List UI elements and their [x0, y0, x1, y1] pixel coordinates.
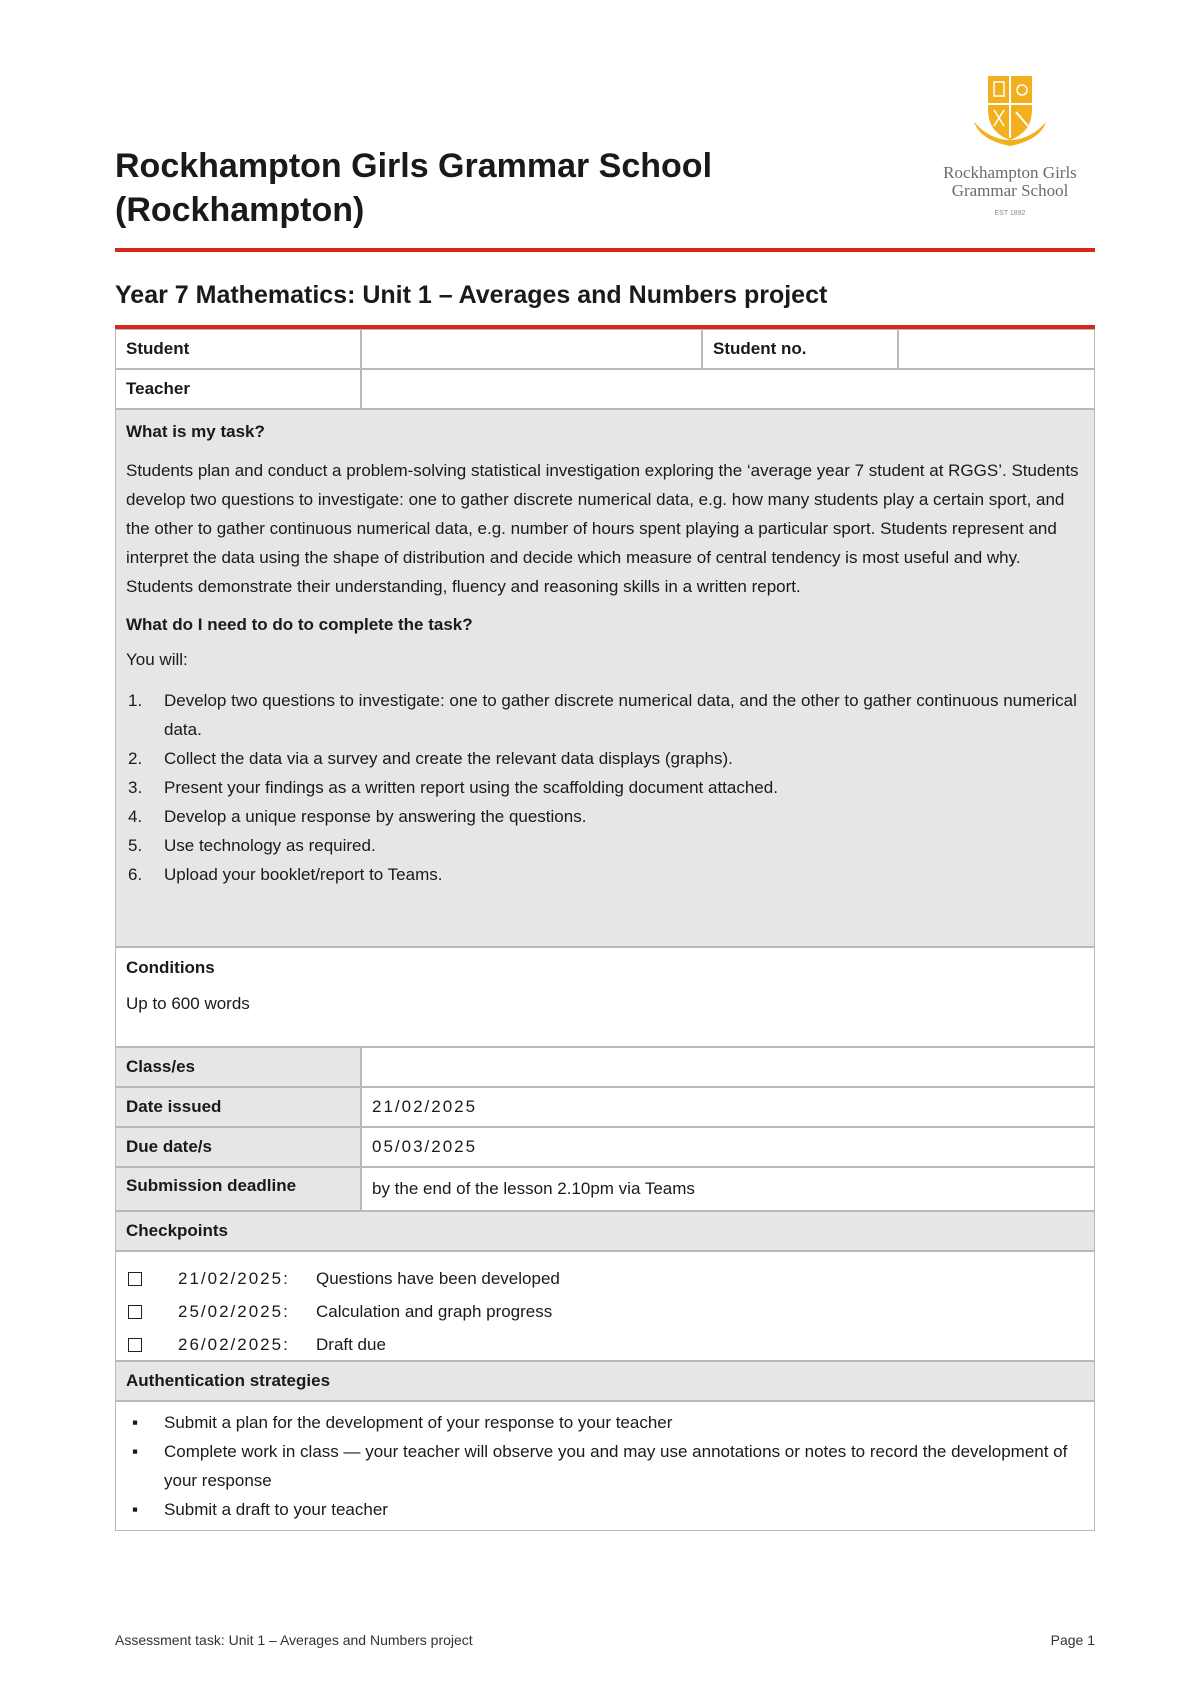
checkpoint-date: 26/02/2025: — [178, 1335, 290, 1354]
authentication-list — [115, 1401, 1095, 1531]
list-item — [126, 831, 1084, 860]
checkpoint-text: Draft due — [316, 1335, 386, 1354]
school-title-line1: Rockhampton Girls Grammar School — [115, 147, 713, 185]
checkbox[interactable] — [128, 1338, 142, 1352]
authentication-label: Authentication strategies — [115, 1361, 1095, 1401]
logo-text-line1: Rockhampton Girls — [943, 163, 1077, 182]
conditions-section — [115, 947, 1095, 1047]
checkpoint-text: Calculation and graph progress — [316, 1302, 553, 1321]
list-item — [126, 686, 1084, 744]
list-item — [126, 1495, 1084, 1524]
school-logo — [930, 70, 1090, 220]
checkpoint-date: 25/02/2025: — [178, 1302, 290, 1321]
due-date-value: 05/03/2025 — [361, 1127, 1095, 1167]
auth-item-text: Submit a draft to your teacher — [164, 1500, 388, 1519]
step-text: Upload your booklet/report to Teams. — [164, 865, 443, 884]
page-subtitle: Year 7 Mathematics: Unit 1 – Averages and Numbers project — [115, 281, 828, 309]
step-number: 1. — [128, 691, 143, 710]
logo-text-line2: Grammar School — [951, 181, 1069, 200]
step-number: 2. — [128, 749, 143, 768]
date-issued-label: Date issued — [115, 1087, 361, 1127]
conditions-value: Up to 600 words — [126, 994, 250, 1013]
step-text: Develop a unique response by answering the questions. — [164, 807, 587, 826]
checkbox[interactable] — [128, 1272, 142, 1286]
auth-item-text: Submit a plan for the development of your response to your teacher — [164, 1413, 673, 1432]
crest-icon — [930, 70, 1090, 150]
checkpoint-text: Questions have been developed — [316, 1269, 560, 1288]
task-steps — [126, 686, 1084, 889]
due-date-label: Due date/s — [115, 1127, 361, 1167]
checkpoint-row — [126, 1264, 1076, 1294]
checkpoint-row — [126, 1330, 1076, 1360]
classes-label: Class/es — [115, 1047, 361, 1087]
teacher-label: Teacher — [115, 369, 361, 409]
step-number: 5. — [128, 836, 143, 855]
todo-intro: You will: — [126, 650, 188, 669]
header-rule — [115, 248, 1095, 252]
checkpoints-label: Checkpoints — [115, 1211, 1095, 1251]
bullet: ▪ — [132, 1442, 139, 1461]
step-text: Present your findings as a written report using the scaffolding document attached. — [164, 778, 778, 797]
todo-heading: What do I need to do to complete the task? — [126, 615, 473, 634]
list-item — [126, 773, 1084, 802]
classes-field[interactable] — [361, 1047, 1095, 1087]
authentication-items — [126, 1408, 1084, 1524]
checkbox[interactable] — [128, 1305, 142, 1319]
submission-deadline-value: by the end of the lesson 2.10pm via Teams — [361, 1167, 1095, 1211]
bullet: ▪ — [132, 1413, 139, 1432]
school-title — [115, 144, 815, 232]
checkpoint-row — [126, 1297, 1076, 1327]
task-section — [115, 409, 1095, 947]
step-text: Use technology as required. — [164, 836, 376, 855]
task-heading: What is my task? — [126, 422, 265, 441]
step-number: 3. — [128, 778, 143, 797]
step-number: 4. — [128, 807, 143, 826]
date-issued-value: 21/02/2025 — [361, 1087, 1095, 1127]
logo-est: EST 1892 — [994, 210, 1026, 217]
student-no-field[interactable] — [898, 329, 1095, 369]
student-no-label: Student no. — [702, 329, 898, 369]
checkpoints-list — [115, 1251, 1095, 1361]
list-item — [126, 802, 1084, 831]
student-label: Student — [115, 329, 361, 369]
bullet: ▪ — [132, 1500, 139, 1519]
list-item — [126, 860, 1084, 889]
task-description: Students plan and conduct a problem-solving statistical investigation exploring the ‘average year 7 student at RGGS’. Students develop two questions to investigate: one to gather discrete numerical data, e.g. how many students play a certain sport, and the other to gather continuous numerical data, e.g. number of hours spent playing a particular sport. Students represent and interpret the data using the shape of distribution and decide which measure of central tendency is most useful and why. Students demonstrate their understanding, fluency and reasoning skills in a written report. — [126, 461, 1079, 596]
step-text: Collect the data via a survey and create the relevant data displays (graphs). — [164, 749, 733, 768]
conditions-label: Conditions — [126, 958, 215, 977]
checkpoint-date: 21/02/2025: — [178, 1269, 290, 1288]
list-item — [126, 1408, 1084, 1437]
auth-item-text: Complete work in class — your teacher will observe you and may use annotations or notes to record the development of your response — [164, 1442, 1068, 1490]
student-field[interactable] — [361, 329, 702, 369]
footer-title: Assessment task: Unit 1 – Averages and Numbers project — [115, 1632, 473, 1648]
teacher-field[interactable] — [361, 369, 1095, 409]
list-item — [126, 1437, 1084, 1495]
list-item — [126, 744, 1084, 773]
step-number: 6. — [128, 865, 143, 884]
submission-deadline-label: Submission deadline — [115, 1167, 361, 1211]
footer-page-number: Page 1 — [1050, 1632, 1095, 1648]
step-text: Develop two questions to investigate: one to gather discrete numerical data, and the other to gather continuous numerical data. — [164, 691, 1077, 739]
school-title-line2: (Rockhampton) — [115, 191, 365, 229]
